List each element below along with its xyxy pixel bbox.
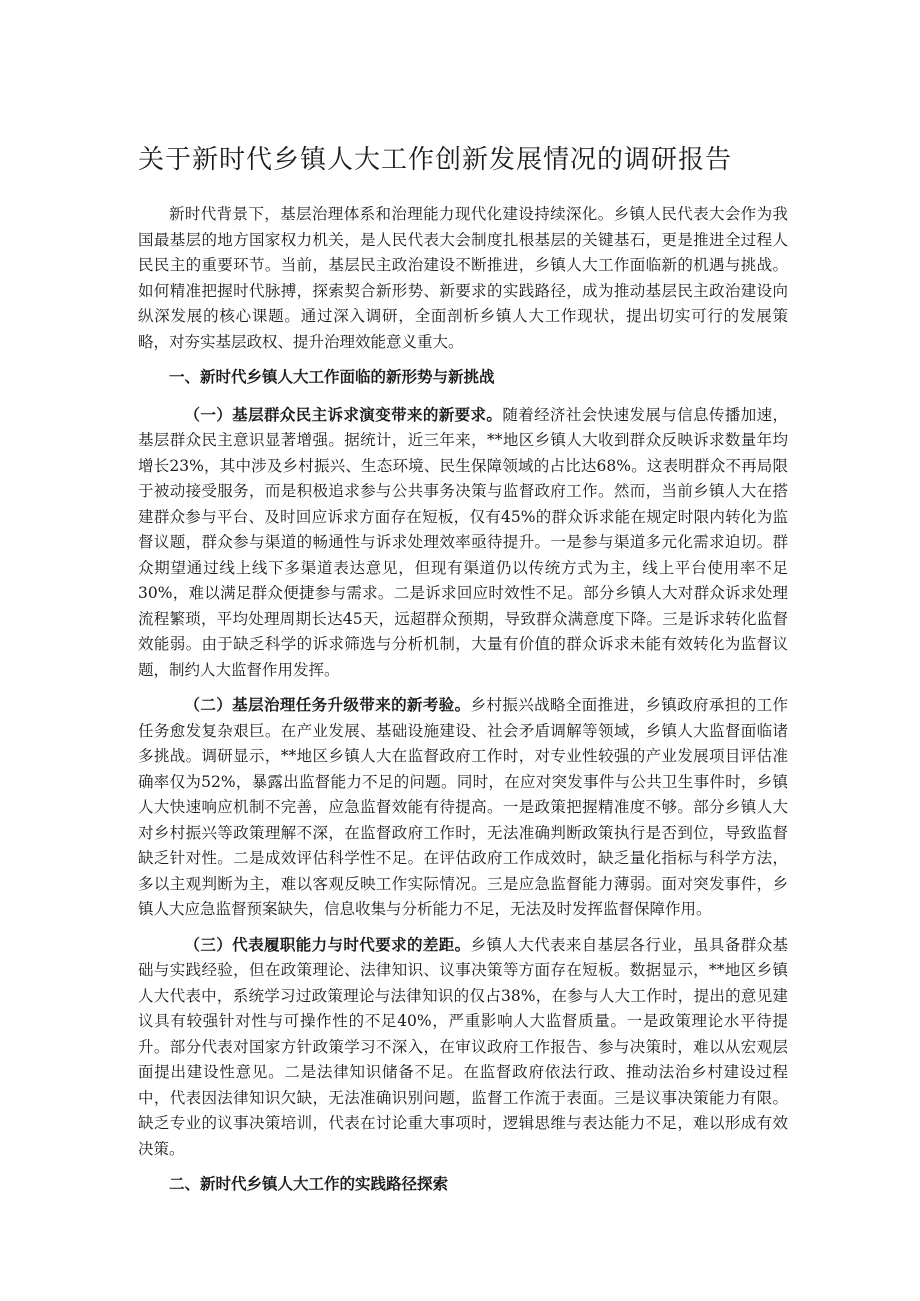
- subsection-heading-1: （一）基层群众民主诉求演变带来的新要求。: [184, 405, 503, 424]
- section-heading-2: 二、新时代乡镇人大工作的实践路径探索: [169, 1175, 449, 1193]
- subsection-paragraph-3: [138, 933, 788, 1163]
- section-heading-1: 一、新时代乡镇人大工作面临的新形势与新挑战: [169, 368, 495, 386]
- subsection-heading-3: （三）代表履职能力与时代要求的差距。: [184, 935, 471, 954]
- subsection-heading-2: （二）基层治理任务升级带来的新考验。: [184, 696, 471, 714]
- subsection-paragraph-2: [138, 693, 788, 923]
- subsection-body-1: 随着经济社会快速发展与信息传播加速，基层群众民主意识显著增强。据统计，近三年来，**地区乡镇人大收到群众反映诉求数量年均增长23%，其中涉及乡村振兴、生态环境、民生保障领域的占比达68%。这表明群众不再局限于被动接受服务，而是积极追求参与公共事务决策与监督政府工作。然而，当前乡镇人大在搭建群众参与平台、及时回应诉求方面存在短板，仅有45%的群众诉求能在规定时限内转化为监督议题，群众参与渠道的畅通性与诉求处理效率亟待提升。一是参与渠道多元化需求迫切。群众期望通过线上线下多渠道表达意见，但现有渠道仍以传统方式为主，线上平台使用率不足30%，难以满足群众便捷参与需求。二是诉求回应时效性不足。部分乡镇人大对群众诉求处理流程繁琐，平均处理周期长达45天，远超群众预期，导致群众满意度下降。三是诉求转化监督效能弱。由于缺乏科学的诉求筛选与分析机制，大量有价值的群众诉求未能有效转化为监督议题，制约人大监督作用发挥。: [138, 405, 788, 679]
- subsection-body-3: 乡镇人大代表来自基层各行业，虽具备群众基础与实践经验，但在政策理论、法律知识、议事决策等方面存在短板。数据显示，**地区乡镇人大代表中，系统学习过政策理论与法律知识的仅占38%，在参与人大工作时，提出的意见建议具有较强针对性与可操作性的不足40%，严重影响人大监督质量。一是政策理论水平待提升。部分代表对国家方针政策学习不深入，在审议政府工作报告、参与决策时，难以从宏观层面提出建设性意见。二是法律知识储备不足。在监督政府依法行政、推动法治乡村建设过程中，代表因法律知识欠缺，无法准确识别问题，监督工作流于表面。三是议事决策能力有限。缺乏专业的议事决策培训，代表在讨论重大事项时，逻辑思维与表达能力不足，难以形成有效决策。: [138, 935, 788, 1158]
- subsection-paragraph-1: [138, 403, 788, 684]
- document-title: 关于新时代乡镇人大工作创新发展情况的调研报告: [138, 145, 733, 175]
- subsection-body-2: 乡村振兴战略全面推进，乡镇政府承担的工作任务愈发复杂艰巨。在产业发展、基础设施建设、社会矛盾调解等领域，乡镇人大监督面临诸多挑战。调研显示，**地区乡镇人大在监督政府工作时，对专业性较强的产业发展项目评估准确率仅为52%，暴露出监督能力不足的问题。同时，在应对突发事件与公共卫生事件时，乡镇人大快速响应机制不完善，应急监督效能有待提高。一是政策把握精准度不够。部分乡镇人大对乡村振兴等政策理解不深，在监督政府工作时，无法准确判断政策执行是否到位，导致监督缺乏针对性。二是成效评估科学性不足。在评估政府工作成效时，缺乏量化指标与科学方法，多以主观判断为主，难以客观反映工作实际情况。三是应急监督能力薄弱。面对突发事件，乡镇人大应急监督预案缺失，信息收集与分析能力不足，无法及时发挥监督保障作用。: [138, 696, 788, 918]
- intro-paragraph: 新时代背景下，基层治理体系和治理能力现代化建设持续深化。乡镇人民代表大会作为我国最基层的地方国家权力机关，是人民代表大会制度扎根基层的关键基石，更是推进全过程人民民主的重要环节。当前，基层民主政治建设不断推进，乡镇人大工作面临新的机遇与挑战。如何精准把握时代脉搏，探索契合新形势、新要求的实践路径，成为推动基层民主政治建设向纵深发展的核心课题。通过深入调研，全面剖析乡镇人大工作现状，提出切实可行的发展策略，对夯实基层政权、提升治理效能意义重大。: [138, 205, 788, 351]
- document-page: [138, 140, 788, 1210]
